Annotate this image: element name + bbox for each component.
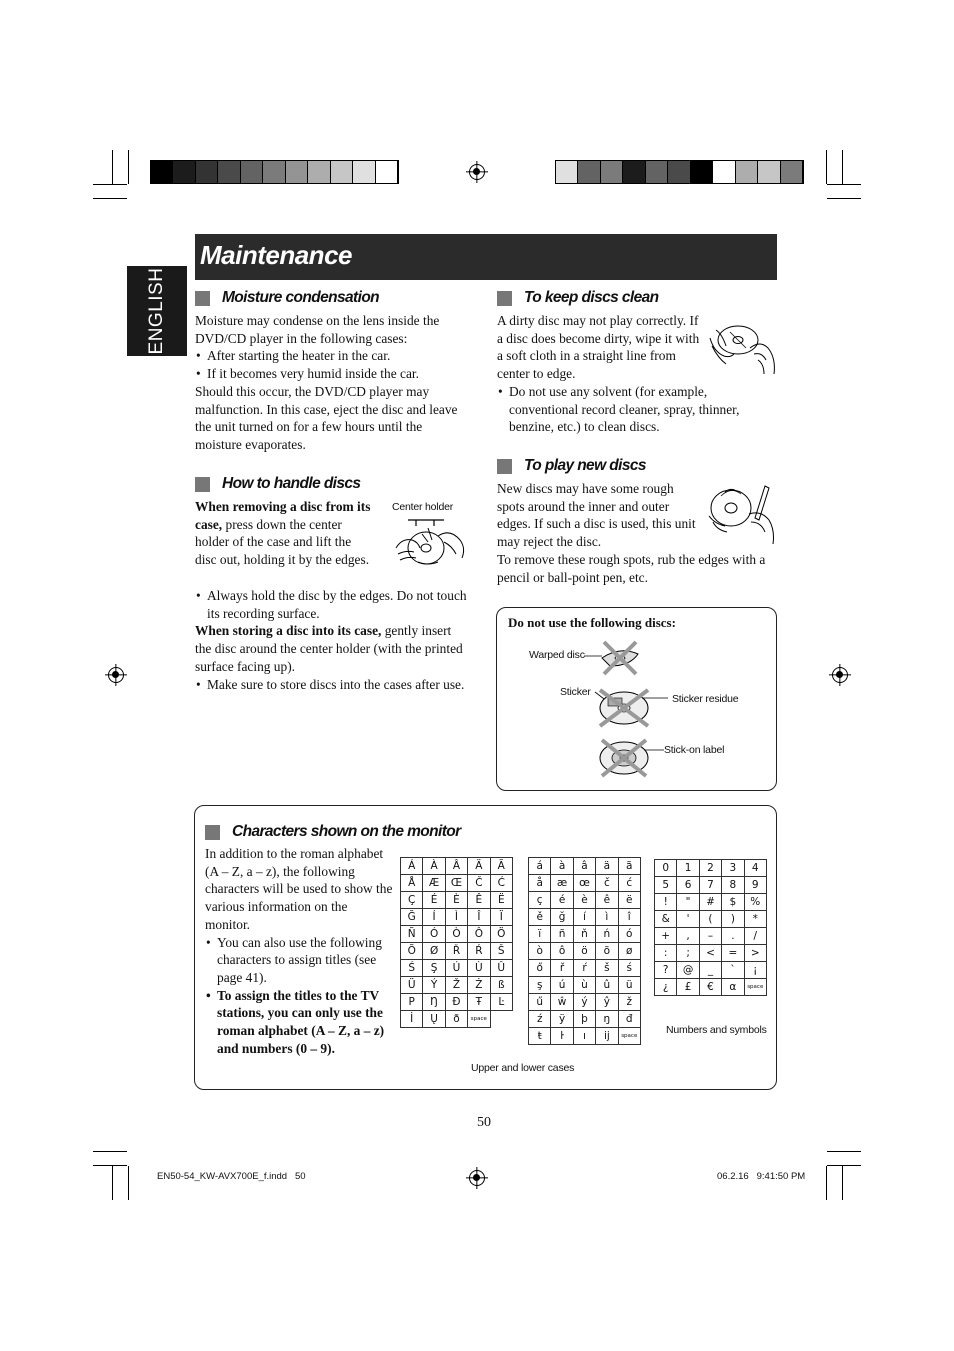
character-cell: Ì [445, 909, 467, 926]
section-heading-clean: To keep discs clean [497, 289, 658, 307]
character-cell: ø [618, 943, 640, 960]
center-holder-label: Center holder [392, 501, 454, 513]
crop-mark [128, 150, 129, 184]
character-row [529, 926, 641, 943]
character-cell: ö [573, 943, 595, 960]
caption-numbers-symbols: Numbers and symbols [666, 1024, 767, 1036]
character-cell: * [744, 911, 766, 928]
crop-mark [826, 1166, 827, 1200]
character-row [401, 892, 513, 909]
character-cell: ě [529, 909, 551, 926]
character-cell: Ć [490, 875, 512, 892]
character-cell: ¡ [744, 962, 766, 979]
character-cell: í [573, 909, 595, 926]
character-cell: α [722, 979, 744, 996]
character-cell: Ê [468, 892, 490, 909]
character-row [401, 875, 513, 892]
caption-upper-lower-cases: Upper and lower cases [471, 1062, 575, 1074]
character-row [401, 960, 513, 977]
color-swatch [556, 161, 578, 183]
registration-mark-icon [469, 1170, 485, 1186]
character-cell: Ú [445, 960, 467, 977]
character-cell: œ [573, 875, 595, 892]
character-cell: > [744, 945, 766, 962]
color-swatch [623, 161, 645, 183]
crop-mark [112, 1166, 113, 1200]
character-cell: 7 [699, 877, 721, 894]
color-swatch [151, 161, 173, 183]
character-cell: ŵ [551, 994, 573, 1011]
character-cell: ř [551, 960, 573, 977]
sticker-label: Sticker [560, 686, 591, 698]
character-cell: ź [529, 1011, 551, 1028]
character-cell: Ŋ [423, 994, 445, 1011]
character-cell: 4 [744, 860, 766, 877]
character-cell: . [722, 928, 744, 945]
character-cell: # [699, 894, 721, 911]
footer-date: 06.2.16 9:41:50 PM [717, 1171, 806, 1182]
color-swatch [758, 161, 780, 183]
color-swatch [263, 161, 285, 183]
character-cell: þ [573, 1011, 595, 1028]
character-cell: 1 [677, 860, 699, 877]
character-cell: û [596, 977, 618, 994]
color-swatch [668, 161, 690, 183]
character-cell: 5 [655, 877, 677, 894]
character-row [655, 962, 767, 979]
crop-mark [93, 1165, 127, 1166]
character-cell: ò [529, 943, 551, 960]
character-row [529, 875, 641, 892]
character-cell: É [423, 892, 445, 909]
language-tab [127, 266, 187, 356]
character-cell: Ü [401, 977, 423, 994]
character-row [401, 909, 513, 926]
crop-mark [128, 1166, 129, 1200]
clean-text: A dirty disc may not play correctly. If a disc does become dirty, wipe it with a soft cloth in a straight line from center to edge. [497, 313, 700, 382]
lowercase-character-table [528, 857, 641, 1045]
character-cell: î [618, 909, 640, 926]
character-cell [490, 1011, 512, 1028]
character-row [529, 1028, 641, 1045]
character-cell: + [655, 928, 677, 945]
section-heading-newdiscs: To play new discs [497, 457, 646, 475]
character-cell: ı [573, 1028, 595, 1045]
character-cell: Á [401, 858, 423, 875]
character-cell: Ö [490, 926, 512, 943]
character-cell: Í [423, 909, 445, 926]
character-cell: ŀ [551, 1028, 573, 1045]
character-row [655, 945, 767, 962]
character-cell: ÿ [551, 1011, 573, 1028]
character-row [529, 1011, 641, 1028]
character-cell: ¿ [655, 979, 677, 996]
character-cell: đ [618, 1011, 640, 1028]
square-bullet-icon [195, 477, 210, 492]
character-cell: 8 [722, 877, 744, 894]
color-swatch [376, 161, 398, 183]
character-cell: Ù [468, 960, 490, 977]
character-cell: 3 [722, 860, 744, 877]
character-cell: ú [551, 977, 573, 994]
character-row [529, 977, 641, 994]
section-heading-moisture: Moisture condensation [195, 289, 379, 307]
character-cell: ş [529, 977, 551, 994]
color-swatch [691, 161, 713, 183]
footer-file-info: EN50-54_KW-AVX700E_f.indd 50 [157, 1171, 306, 1182]
character-cell: Ś [401, 960, 423, 977]
character-cell: è [573, 892, 595, 909]
character-row [655, 894, 767, 911]
crop-mark [826, 150, 827, 184]
newdiscs-text: New discs may have some rough spots around the inner and outer edges. If such a disc is used, this unit may reject the disc. [497, 481, 696, 550]
character-cell: space [744, 979, 766, 996]
section-heading-characters: Characters shown on the monitor [205, 823, 461, 841]
color-swatch [781, 161, 803, 183]
character-row [401, 858, 513, 875]
character-cell: 0 [655, 860, 677, 877]
square-bullet-icon [195, 291, 210, 306]
character-cell: Ř [445, 943, 467, 960]
uppercase-character-table [400, 857, 513, 1028]
character-cell: æ [551, 875, 573, 892]
character-cell: ( [699, 911, 721, 928]
character-cell: ã [618, 858, 640, 875]
page-number: 50 [477, 1115, 491, 1130]
character-cell: Â [445, 858, 467, 875]
character-row [529, 909, 641, 926]
character-cell: Ž [445, 977, 467, 994]
registration-mark-icon [832, 667, 848, 683]
color-swatch [308, 161, 330, 183]
crop-mark [827, 198, 861, 199]
character-cell: á [529, 858, 551, 875]
language-tab-label: ENGLISH [146, 267, 167, 355]
character-cell: $ [722, 894, 744, 911]
character-cell: ň [573, 926, 595, 943]
color-swatch [286, 161, 308, 183]
character-cell: ŷ [596, 994, 618, 1011]
character-cell: Î [468, 909, 490, 926]
character-cell: Ô [468, 926, 490, 943]
crop-mark [827, 1151, 861, 1152]
character-row [401, 926, 513, 943]
character-cell: İ [401, 1011, 423, 1028]
section-heading-handle: How to handle discs [195, 475, 360, 493]
character-cell: % [744, 894, 766, 911]
do-not-use-heading: Do not use the following discs: [508, 615, 676, 630]
moisture-text: Moisture may condense on the lens inside the DVD/CD player in the following cases: • After starting the heater in the car. • If it becomes very humid inside the car. Should this occur, the DVD/CD player may malfunction. In this case, eject the disc and leave the unit turned on for a few hours until the moisture evaporates. [195, 312, 467, 454]
character-cell: ç [529, 892, 551, 909]
crop-mark [93, 198, 127, 199]
character-cell: ő [529, 960, 551, 977]
character-cell: Ŧ [468, 994, 490, 1011]
character-cell: " [677, 894, 699, 911]
character-cell: š [596, 960, 618, 977]
character-row [401, 1011, 513, 1028]
character-cell: & [655, 911, 677, 928]
crop-mark [827, 1165, 861, 1166]
character-cell: Ó [423, 926, 445, 943]
character-cell: space [618, 1028, 640, 1045]
character-cell: 6 [677, 877, 699, 894]
character-cell: Ò [445, 926, 467, 943]
character-cell: ž [618, 994, 640, 1011]
color-calibration-bar-left [150, 160, 399, 184]
character-cell: ű [529, 994, 551, 1011]
character-cell: ð [445, 1011, 467, 1028]
crop-mark [827, 184, 861, 185]
character-cell: Û [490, 960, 512, 977]
character-cell: Ã [490, 858, 512, 875]
character-cell: Ų [423, 1011, 445, 1028]
character-cell: ó [618, 926, 640, 943]
crop-mark [93, 1151, 127, 1152]
character-cell: ? [655, 962, 677, 979]
handle-text-removing: When removing a disc from its case, press down the center holder of the case and lift the disc out, holding it by the edges. [195, 499, 371, 568]
character-cell: Æ [423, 875, 445, 892]
color-swatch [646, 161, 668, 183]
character-cell: ä [596, 858, 618, 875]
character-cell: ij [596, 1028, 618, 1045]
character-cell: č [596, 875, 618, 892]
character-cell: ) [722, 911, 744, 928]
crop-mark [842, 150, 843, 184]
character-cell: ü [618, 977, 640, 994]
character-cell: Œ [445, 875, 467, 892]
warped-disc-label: Warped disc [529, 649, 585, 661]
character-cell: Å [401, 875, 423, 892]
character-cell: ê [596, 892, 618, 909]
character-cell: å [529, 875, 551, 892]
color-swatch [331, 161, 353, 183]
character-cell: Ş [423, 960, 445, 977]
color-swatch [353, 161, 375, 183]
color-swatch [218, 161, 240, 183]
character-cell: ñ [551, 926, 573, 943]
character-cell: / [744, 928, 766, 945]
character-cell: ğ [551, 909, 573, 926]
character-row [401, 943, 513, 960]
character-cell: ń [596, 926, 618, 943]
character-row [655, 860, 767, 877]
square-bullet-icon [497, 291, 512, 306]
color-swatch [736, 161, 758, 183]
disc-case-hand-illustration [388, 518, 468, 570]
disc-cleaning-hand-illustration [708, 318, 780, 376]
crop-mark [93, 184, 127, 185]
character-row [655, 877, 767, 894]
character-cell: ì [596, 909, 618, 926]
character-cell: Đ [445, 994, 467, 1011]
color-swatch [601, 161, 623, 183]
character-cell: = [722, 945, 744, 962]
character-row [529, 994, 641, 1011]
character-cell: Ρ [401, 994, 423, 1011]
character-cell: ý [573, 994, 595, 1011]
bad-discs-illustration [580, 636, 680, 781]
square-bullet-icon [497, 459, 512, 474]
color-swatch [578, 161, 600, 183]
registration-mark-icon [469, 164, 485, 180]
clean-bullet: • Do not use any solvent (for example, conventional record cleaner, spray, thinner, benzine, etc.) to clean discs. [497, 383, 772, 436]
character-cell: Ż [468, 977, 490, 994]
character-row [401, 994, 513, 1011]
handle-text-rest: • Always hold the disc by the edges. Do not touch its recording surface. When storing a disc into its case, gently insert the disc around the center holder (with the printed surface facing up). • Make sure to store discs into the cases after use. [195, 587, 470, 693]
character-row [655, 911, 767, 928]
character-cell: õ [596, 943, 618, 960]
registration-mark-icon [108, 667, 124, 683]
character-cell: à [551, 858, 573, 875]
newdiscs-text2: To remove these rough spots, rub the edges with a pencil or ball-point pen, etc. [497, 552, 766, 585]
character-cell: ; [677, 945, 699, 962]
character-cell: : [655, 945, 677, 962]
character-cell: ë [618, 892, 640, 909]
character-cell: Ŕ [468, 943, 490, 960]
character-cell: Š [490, 943, 512, 960]
character-cell: – [699, 928, 721, 945]
character-cell: Č [468, 875, 490, 892]
character-cell: Ä [468, 858, 490, 875]
character-cell: ` [722, 962, 744, 979]
sticker-residue-label: Sticker residue [672, 693, 739, 705]
character-row [655, 979, 767, 996]
character-cell: é [551, 892, 573, 909]
page-title: Maintenance [200, 240, 352, 270]
characters-text: In addition to the roman alphabet (A – Z, a – z), the following characters will be used to show the various information on the monitor. • You can also use the following characters to assign titles (see page 41). • To assign the titles to the TV stations, you can only use the roman alphabet (A – Z, a – z) and numbers (0 – 9). [205, 845, 393, 1057]
character-cell: ć [618, 875, 640, 892]
character-cell: £ [677, 979, 699, 996]
character-cell: È [445, 892, 467, 909]
stick-on-label-label: Stick-on label [664, 744, 725, 756]
color-swatch [713, 161, 735, 183]
character-cell: ï [529, 926, 551, 943]
character-cell: ß [490, 977, 512, 994]
character-row [529, 858, 641, 875]
character-row [655, 928, 767, 945]
color-swatch [196, 161, 218, 183]
character-cell: ŕ [573, 960, 595, 977]
square-bullet-icon [205, 825, 220, 840]
character-row [529, 943, 641, 960]
character-cell: _ [699, 962, 721, 979]
character-row [529, 892, 641, 909]
character-cell: € [699, 979, 721, 996]
character-row [529, 960, 641, 977]
character-cell: ù [573, 977, 595, 994]
character-cell: @ [677, 962, 699, 979]
character-cell: ŧ [529, 1028, 551, 1045]
character-cell: < [699, 945, 721, 962]
numbers-symbols-table [654, 859, 767, 996]
character-cell: â [573, 858, 595, 875]
character-cell: Ŀ [490, 994, 512, 1011]
character-row [401, 977, 513, 994]
crop-mark [842, 1166, 843, 1200]
character-cell: À [423, 858, 445, 875]
character-cell: Ø [423, 943, 445, 960]
character-cell: ś [618, 960, 640, 977]
color-swatch [173, 161, 195, 183]
character-cell: Ï [490, 909, 512, 926]
character-cell: ! [655, 894, 677, 911]
character-cell: Ñ [401, 926, 423, 943]
character-cell: Õ [401, 943, 423, 960]
character-cell: Ý [423, 977, 445, 994]
character-cell: , [677, 928, 699, 945]
page-title-bar [195, 234, 777, 280]
character-cell: ŋ [596, 1011, 618, 1028]
character-cell: Ç [401, 892, 423, 909]
crop-mark [112, 150, 113, 184]
character-cell: Ë [490, 892, 512, 909]
color-calibration-bar-right [555, 160, 804, 184]
character-cell: ô [551, 943, 573, 960]
disc-pencil-illustration [705, 484, 779, 546]
color-swatch [241, 161, 263, 183]
character-cell: 2 [699, 860, 721, 877]
character-cell: ' [677, 911, 699, 928]
character-cell: Ğ [401, 909, 423, 926]
character-cell: 9 [744, 877, 766, 894]
character-cell: space [468, 1011, 490, 1028]
